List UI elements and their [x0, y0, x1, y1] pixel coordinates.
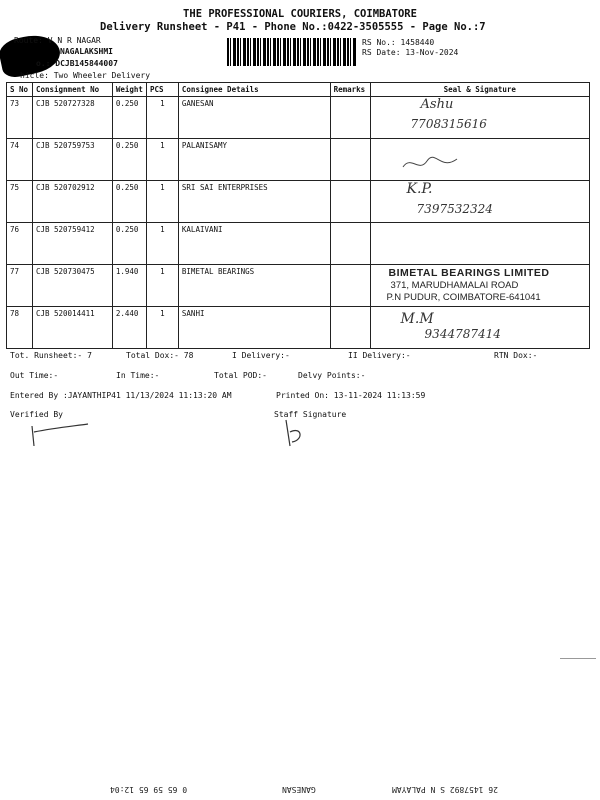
cell-signature [370, 265, 589, 307]
cell-weight: 2.440 [112, 307, 146, 349]
cell-consignee: SRI SAI ENTERPRISES [178, 181, 330, 223]
cell-consignee: PALANISAMY [178, 139, 330, 181]
cell-pcs: 1 [146, 139, 178, 181]
vehicle-type: hicle: Two Wheeler Delivery [20, 71, 151, 80]
cell-sno: 75 [7, 181, 33, 223]
cell-pcs: 1 [146, 307, 178, 349]
signature-scribble [401, 153, 461, 175]
col-header-consignment: Consignment No [32, 83, 112, 97]
total-pod: Total POD:- [214, 371, 267, 380]
in-time: In Time:- [116, 371, 160, 380]
cell-remarks [330, 223, 370, 265]
company-title: THE PROFESSIONAL COURIERS, COIMBATORE [183, 8, 417, 20]
table-row [7, 97, 590, 139]
cell-consignment: CJB 520759412 [32, 223, 112, 265]
table-row [7, 223, 590, 265]
cell-consignee: GANESAN [178, 97, 330, 139]
cell-consignment: CJB 520759753 [32, 139, 112, 181]
table-row [7, 181, 590, 223]
cell-pcs: 1 [146, 265, 178, 307]
cell-sno: 77 [7, 265, 33, 307]
cell-sno: 73 [7, 97, 33, 139]
handwritten-phone: 9344787414 [424, 327, 501, 341]
rs-date: RS Date: 13-Nov-2024 [362, 48, 459, 57]
col-header-signature: Seal & Signature [370, 83, 589, 97]
table-row [7, 265, 590, 307]
cell-remarks [330, 97, 370, 139]
col-header-sno: S No [7, 83, 33, 97]
cell-pcs: 1 [146, 97, 178, 139]
handwritten-phone: 7397532324 [416, 202, 493, 216]
company-stamp-line2: 371, MARUDHAMALAI ROAD [390, 280, 519, 291]
company-stamp-line3: P.N PUDUR, COIMBATORE-641041 [386, 292, 541, 303]
staff-signature-label: Staff Signature [274, 410, 347, 419]
flipped-route-text: 26 1457892 S N PALAYAM [392, 785, 498, 794]
runsheet-subtitle: Delivery Runsheet - P41 - Phone No.:0422-3505555 - Page No.:7 [100, 21, 486, 33]
route-label: Route: V N R NAGAR [14, 36, 101, 45]
ii-delivery: II Delivery:- [348, 351, 411, 360]
cell-pcs: 1 [146, 181, 178, 223]
cell-consignment: CJB 520014411 [32, 307, 112, 349]
cell-pcs: 1 [146, 223, 178, 265]
staff-signature-mark [278, 416, 318, 450]
cell-remarks [330, 265, 370, 307]
printed-on: Printed On: 13-11-2024 11:13:59 [276, 391, 426, 400]
runsheet-doc-number: o.: DCJB145844007 [36, 59, 118, 68]
cell-consignment: CJB 520727328 [32, 97, 112, 139]
cell-consignee: SANHI [178, 307, 330, 349]
cell-consignee: KALAIVANI [178, 223, 330, 265]
verifier-signature [14, 420, 94, 450]
cell-consignment: CJB 520702912 [32, 181, 112, 223]
cell-sno: 76 [7, 223, 33, 265]
table-header-row [7, 83, 590, 97]
col-header-remarks: Remarks [330, 83, 370, 97]
cell-weight: 0.250 [112, 139, 146, 181]
barcode-image [227, 38, 357, 66]
total-dox: Total Dox:- 78 [126, 351, 194, 360]
flipped-numbers-text: 0 65 59 65 12:04 [110, 785, 188, 794]
delivery-table [6, 82, 590, 349]
handwritten-signature: M.M [400, 311, 434, 327]
verified-by-label: Verified By [10, 410, 63, 419]
table-row [7, 139, 590, 181]
cell-remarks [330, 181, 370, 223]
cell-weight: 0.250 [112, 97, 146, 139]
i-delivery: I Delivery:- [232, 351, 290, 360]
rs-number: RS No.: 1458440 [362, 38, 435, 47]
handwritten-signature: K.P. [406, 181, 433, 197]
cell-weight: 0.250 [112, 181, 146, 223]
cell-consignment: CJB 520730475 [32, 265, 112, 307]
cell-signature [370, 97, 589, 139]
cell-signature [370, 181, 589, 223]
entered-by: Entered By :JAYANTHIP41 11/13/2024 11:13:20 AM [10, 391, 232, 400]
cell-weight: 1.940 [112, 265, 146, 307]
cell-signature [370, 139, 589, 181]
handwritten-signature: Ashu [420, 97, 454, 112]
col-header-weight: Weight [112, 83, 146, 97]
total-runsheet: Tot. Runsheet:- 7 [10, 351, 92, 360]
delivery-points: Delvy Points:- [298, 371, 366, 380]
cell-weight: 0.250 [112, 223, 146, 265]
col-header-pcs: PCS [146, 83, 178, 97]
col-header-consignee: Consignee Details [178, 83, 330, 97]
cell-remarks [330, 139, 370, 181]
cell-consignee: BIMETAL BEARINGS [178, 265, 330, 307]
cell-signature [370, 223, 589, 265]
delivery-person-name: NAGALAKSHMI [60, 47, 113, 56]
cell-sno: 74 [7, 139, 33, 181]
out-time: Out Time:- [10, 371, 59, 380]
cell-sno: 78 [7, 307, 33, 349]
handwritten-phone: 7708315616 [410, 117, 487, 131]
cell-remarks [330, 307, 370, 349]
rtn-dox: RTN Dox:- [494, 351, 538, 360]
flipped-name-text: GANESAN [282, 785, 316, 794]
company-stamp-line1: BIMETAL BEARINGS LIMITED [388, 267, 550, 279]
table-row [7, 307, 590, 349]
stray-line [560, 658, 596, 659]
cell-signature [370, 307, 589, 349]
